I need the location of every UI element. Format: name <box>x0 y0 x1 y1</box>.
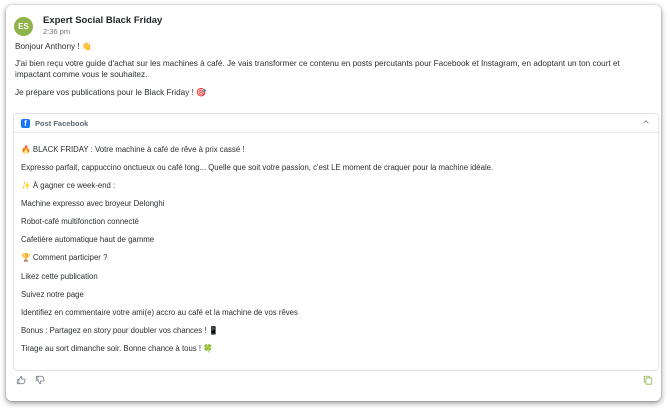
panel-title: Post Facebook <box>35 118 89 128</box>
intro-text: J'ai bien reçu votre guide d'achat sur les machines à café. Je vais transformer ce contenu en posts percutants pour Facebook et Instagram, en adoptant un ton court et impactant comme vous le souhaitez. <box>15 59 620 79</box>
prep-text: Je prépare vos publications pour le Black Friday ! 🎯 <box>15 88 207 97</box>
post-line: Bonus : Partagez en story pour doubler vos chances ! 📱 <box>21 326 219 335</box>
post-line: Likez cette publication <box>21 272 98 281</box>
thumbs-up-icon[interactable] <box>16 375 26 385</box>
chevron-up-icon[interactable] <box>642 118 650 126</box>
post-line: Suivez notre page <box>21 290 84 299</box>
chat-message-card <box>6 5 661 401</box>
message-time: 2:36 pm <box>43 27 71 36</box>
post-line: Robot-café multifonction connecté <box>21 217 139 226</box>
greeting-text: Bonjour Anthony ! 👋 <box>15 42 93 51</box>
post-line: 🏆 Comment participer ? <box>21 253 108 262</box>
post-line: Machine expresso avec broyeur Delonghi <box>21 199 165 208</box>
facebook-icon: f <box>21 119 30 128</box>
post-line: Tirage au sort dimanche soir. Bonne chance à tous ! 🍀 <box>21 344 213 353</box>
post-line: Expresso parfait, cappuccino onctueux ou café long... Quelle que soit votre passion, c'est LE moment de craquer pour la machine idéale. <box>21 163 494 172</box>
sender-name: Expert Social Black Friday <box>43 15 163 26</box>
copy-icon[interactable] <box>643 375 653 385</box>
post-line: ✨ À gagner ce week-end : <box>21 181 116 190</box>
post-line: Cafetière automatique haut de gamme <box>21 235 155 244</box>
panel-header[interactable] <box>14 114 658 133</box>
message-header <box>14 13 162 39</box>
thumbs-down-icon[interactable] <box>35 375 45 385</box>
post-line: 🔥 BLACK FRIDAY : Votre machine à café de rêve à prix cassé ! <box>21 145 245 154</box>
avatar: ES <box>14 17 33 36</box>
sender-meta <box>43 15 162 37</box>
facebook-post-panel <box>13 113 659 371</box>
post-line: Identifiez en commentaire votre ami(e) accro au café et la machine de vos rêves <box>21 308 298 317</box>
